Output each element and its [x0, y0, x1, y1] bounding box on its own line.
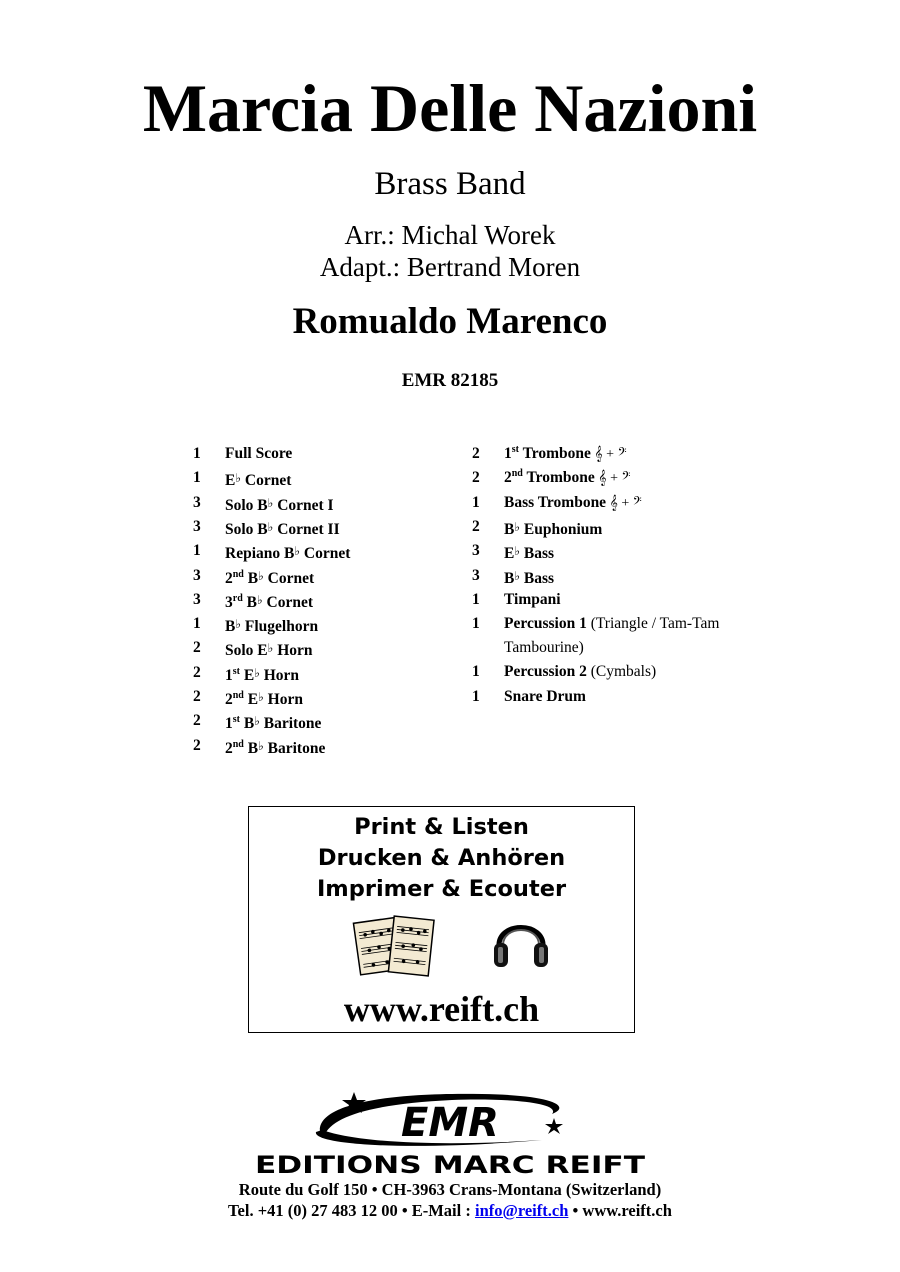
instrument-quantity: 1 — [472, 663, 480, 681]
instrument-name: 2nd E♭ Horn — [225, 690, 303, 708]
ordinal-suffix: st — [232, 665, 240, 677]
instrument-name: 2nd Trombone 𝄞 + 𝄢 — [504, 468, 631, 487]
instrument-quantity: 3 — [193, 493, 201, 511]
instrument-quantity: 2 — [472, 469, 480, 487]
instrument-name: Percussion 1 (Triangle / Tam-Tam — [504, 615, 720, 633]
instrument-name: 3rd B♭ Cornet — [225, 592, 314, 611]
instrument-name: Solo B♭ Cornet II — [225, 519, 340, 538]
instrument-quantity: 2 — [472, 517, 480, 535]
sheet-music-icon — [349, 912, 441, 980]
instrument-quantity: 3 — [472, 566, 480, 584]
svg-text:EDITIONS MARC REIFT: EDITIONS MARC REIFT — [255, 1151, 646, 1178]
publisher-email-link[interactable]: info@reift.ch — [474, 1201, 569, 1220]
flat-sign-icon: ♭ — [258, 738, 264, 753]
instrument-name: B♭ Flugelhorn — [225, 617, 319, 636]
instrument-quantity: 3 — [193, 517, 201, 535]
arranger-credit: Arr.: Michal Worek — [344, 220, 556, 250]
instrument-quantity: 2 — [193, 639, 201, 657]
instrument-quantity: 1 — [472, 590, 480, 608]
instrument-note: (Triangle / Tam-Tam — [586, 615, 720, 633]
instrument-quantity: 1 — [193, 445, 201, 462]
instrument-name: Bass Trombone 𝄞 + 𝄢 — [504, 493, 642, 511]
instrument-name: 2nd B♭ Cornet — [225, 568, 315, 587]
clef-icon: 𝄞 + 𝄢 — [590, 447, 627, 462]
ordinal-suffix: nd — [232, 690, 244, 701]
instrument-quantity: 3 — [193, 590, 201, 608]
instrument-quantity: 2 — [193, 663, 201, 681]
flat-sign-icon: ♭ — [267, 495, 274, 510]
flat-sign-icon: ♭ — [514, 568, 521, 583]
instrument-name: E♭ Bass — [504, 544, 555, 563]
flat-sign-icon: ♭ — [258, 568, 264, 583]
instrument-name: Solo B♭ Cornet I — [225, 495, 334, 514]
flat-sign-icon: ♭ — [254, 665, 260, 680]
instrument-name: Solo E♭ Horn — [225, 641, 313, 660]
publisher-address: Route du Golf 150 • CH-3963 Crans-Montana (Switzerland) — [238, 1180, 662, 1199]
instrument-name: 1st E♭ Horn — [225, 665, 300, 684]
instrument-name: B♭ Euphonium — [504, 519, 603, 538]
instrument-name: E♭ Cornet — [225, 471, 292, 490]
ensemble-subtitle: Brass Band — [374, 166, 526, 202]
instrument-note: (Cymbals) — [586, 663, 657, 681]
instrument-note-continued: Tambourine) — [504, 639, 584, 657]
instrument-quantity: 2 — [193, 712, 201, 730]
headphones-icon — [491, 907, 551, 971]
instrument-name: Full Score — [225, 445, 293, 462]
instrument-quantity: 3 — [472, 542, 480, 560]
instrument-name: 1st B♭ Baritone — [225, 714, 322, 733]
flat-sign-icon: ♭ — [294, 544, 301, 559]
instrument-quantity: 1 — [472, 615, 480, 633]
flat-sign-icon: ♭ — [267, 641, 274, 656]
ordinal-suffix: st — [232, 714, 240, 726]
ordinal-suffix: st — [511, 444, 519, 455]
promo-line-french: Imprimer & Ecouter — [316, 876, 567, 902]
composer-name: Romualdo Marenco — [292, 301, 608, 342]
adapter-credit: Adapt.: Bertrand Moren — [319, 252, 581, 282]
instrument-quantity: 1 — [193, 615, 201, 633]
flat-sign-icon: ♭ — [267, 519, 274, 534]
print-and-listen-box — [248, 806, 635, 1033]
svg-text:EMR: EMR — [401, 1100, 499, 1146]
instrument-name: B♭ Bass — [504, 568, 555, 587]
instrument-quantity: 1 — [472, 493, 480, 511]
page-title: Marcia Delle Nazioni — [142, 70, 758, 146]
promo-line-english: Print & Listen — [354, 814, 529, 840]
flat-sign-icon: ♭ — [256, 592, 263, 607]
instrument-name: Snare Drum — [504, 687, 586, 705]
instrument-name: 1st Trombone 𝄞 + 𝄢 — [504, 444, 627, 462]
instrument-quantity: 1 — [193, 469, 201, 487]
ordinal-suffix: nd — [511, 468, 523, 480]
flat-sign-icon: ♭ — [235, 471, 242, 486]
flat-sign-icon: ♭ — [258, 690, 264, 704]
instrument-quantity: 2 — [193, 736, 201, 754]
promo-line-german: Drucken & Anhören — [317, 845, 566, 871]
clef-icon: 𝄞 + 𝄢 — [594, 471, 631, 487]
instrument-quantity: 2 — [193, 688, 201, 705]
flat-sign-icon: ♭ — [254, 714, 260, 729]
editions-marc-reift-logo — [252, 1088, 652, 1178]
instrument-quantity: 2 — [472, 445, 480, 462]
ordinal-suffix: nd — [232, 568, 244, 580]
publisher-contact — [0, 1200, 900, 1222]
catalog-number: EMR 82185 — [401, 370, 499, 391]
instrument-name: Timpani — [504, 590, 561, 608]
flat-sign-icon: ♭ — [514, 544, 521, 559]
instrument-name: 2nd B♭ Baritone — [225, 738, 326, 757]
instrument-quantity: 3 — [193, 566, 201, 584]
instrument-name: Percussion 2 (Cymbals) — [504, 663, 657, 681]
publisher-phone: Tel. +41 (0) 27 483 12 00 • E-Mail : — [228, 1201, 475, 1220]
promo-website-link[interactable]: www.reift.ch — [343, 989, 540, 1029]
instrument-quantity: 1 — [472, 687, 480, 705]
ordinal-suffix: rd — [232, 592, 243, 604]
flat-sign-icon: ♭ — [514, 519, 521, 534]
clef-icon: 𝄞 + 𝄢 — [606, 495, 642, 511]
publisher-website[interactable]: • www.reift.ch — [568, 1201, 672, 1220]
flat-sign-icon: ♭ — [235, 617, 242, 632]
instrument-name: Repiano B♭ Cornet — [225, 544, 351, 563]
ordinal-suffix: nd — [232, 738, 244, 750]
instrument-quantity: 1 — [193, 542, 201, 560]
